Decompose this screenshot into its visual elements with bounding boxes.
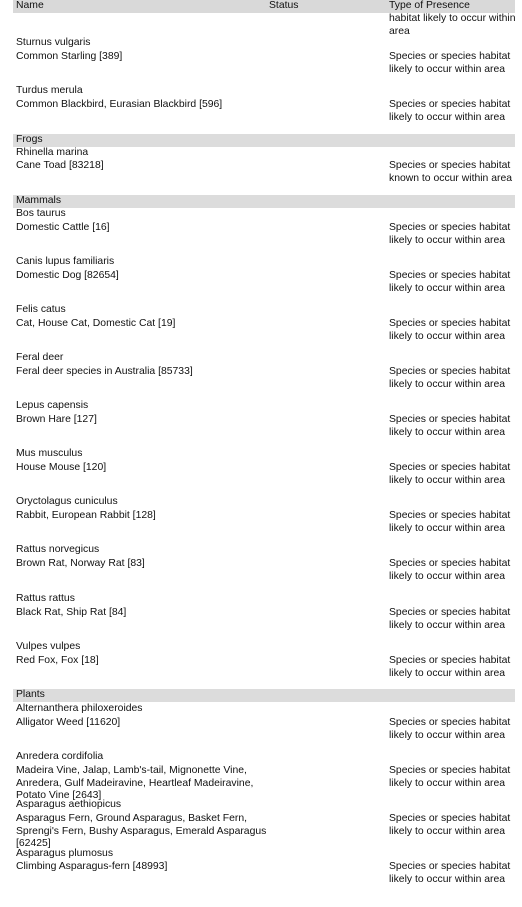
scientific-name: Rattus norvegicus bbox=[16, 544, 100, 555]
presence-line: Species or species habitat bbox=[389, 99, 511, 110]
scientific-name: Feral deer bbox=[16, 352, 64, 363]
scientific-name: Asparagus aethiopicus bbox=[16, 799, 122, 810]
scientific-name: Asparagus plumosus bbox=[16, 848, 114, 859]
presence-line: likely to occur within area bbox=[389, 474, 506, 486]
presence-line: likely to occur within area bbox=[389, 729, 506, 741]
common-name: Feral deer species in Australia [85733] bbox=[16, 366, 193, 377]
scientific-name: Rhinella marina bbox=[16, 147, 89, 158]
presence-line: Species or species habitat bbox=[389, 861, 511, 872]
presence-line: likely to occur within area bbox=[389, 111, 506, 123]
header-status: Status bbox=[269, 0, 299, 11]
common-name: Red Fox, Fox [18] bbox=[16, 655, 99, 666]
presence-line: likely to occur within area bbox=[389, 873, 506, 885]
group-header-frogs bbox=[13, 134, 515, 147]
common-name: Brown Rat, Norway Rat [83] bbox=[16, 558, 145, 569]
presence-line: habitat likely to occur within bbox=[389, 13, 516, 24]
presence-line: likely to occur within area bbox=[389, 667, 506, 679]
scientific-name: Bos taurus bbox=[16, 208, 66, 219]
presence-line: area bbox=[389, 25, 410, 37]
presence-line: Species or species habitat bbox=[389, 51, 511, 62]
common-name: Climbing Asparagus-fern [48993] bbox=[16, 861, 168, 872]
common-name: Brown Hare [127] bbox=[16, 414, 97, 425]
scientific-name: Alternanthera philoxeroides bbox=[16, 703, 143, 714]
presence-line: known to occur within area bbox=[389, 172, 513, 184]
group-header-mammals bbox=[13, 195, 515, 208]
presence-line: likely to occur within area bbox=[389, 825, 506, 837]
group-header-plants bbox=[13, 689, 515, 702]
common-name: Domestic Cattle [16] bbox=[16, 222, 110, 233]
common-name: Domestic Dog [82654] bbox=[16, 270, 119, 281]
presence-line: Species or species habitat bbox=[389, 222, 511, 233]
presence-line: Species or species habitat bbox=[389, 318, 511, 329]
common-name: Black Rat, Ship Rat [84] bbox=[16, 607, 127, 618]
presence-line: Species or species habitat bbox=[389, 655, 511, 666]
presence-line: Species or species habitat bbox=[389, 813, 511, 824]
common-name: Cane Toad [83218] bbox=[16, 160, 104, 171]
presence-line: Species or species habitat bbox=[389, 462, 511, 473]
presence-line: likely to occur within area bbox=[389, 282, 506, 294]
scientific-name: Sturnus vulgaris bbox=[16, 37, 91, 48]
common-name: Common Blackbird, Eurasian Blackbird [596] bbox=[16, 99, 223, 110]
presence-line: Species or species habitat bbox=[389, 717, 511, 728]
common-name: Asparagus Fern, Ground Asparagus, Basket Fern, bbox=[16, 813, 248, 824]
scientific-name: Turdus merula bbox=[16, 85, 83, 96]
presence-line: likely to occur within area bbox=[389, 426, 506, 438]
common-name: Potato Vine [2643] bbox=[16, 790, 102, 801]
presence-line: Species or species habitat bbox=[389, 270, 511, 281]
group-title: Frogs bbox=[16, 134, 43, 145]
common-name: Common Starling [389] bbox=[16, 51, 123, 62]
header-type-of-presence: Type of Presence bbox=[389, 0, 470, 11]
common-name: Alligator Weed [11620] bbox=[16, 717, 121, 728]
presence-line: Species or species habitat bbox=[389, 414, 511, 425]
presence-line: likely to occur within area bbox=[389, 63, 506, 75]
presence-line: Species or species habitat bbox=[389, 160, 511, 171]
scientific-name: Rattus rattus bbox=[16, 593, 75, 604]
scientific-name: Canis lupus familiaris bbox=[16, 256, 115, 267]
group-title: Plants bbox=[16, 689, 45, 700]
header-name: Name bbox=[16, 0, 44, 11]
group-title: Mammals bbox=[16, 195, 62, 206]
scientific-name: Felis catus bbox=[16, 304, 66, 315]
presence-line: likely to occur within area bbox=[389, 570, 506, 582]
presence-line: likely to occur within area bbox=[389, 777, 506, 789]
presence-line: Species or species habitat bbox=[389, 607, 511, 618]
common-name: Madeira Vine, Jalap, Lamb's-tail, Mignonette Vine, bbox=[16, 765, 247, 776]
presence-line: likely to occur within area bbox=[389, 619, 506, 631]
presence-line: likely to occur within area bbox=[389, 522, 506, 534]
presence-line: Species or species habitat bbox=[389, 510, 511, 521]
presence-line: likely to occur within area bbox=[389, 330, 506, 342]
common-name: Rabbit, European Rabbit [128] bbox=[16, 510, 156, 521]
presence-line: Species or species habitat bbox=[389, 558, 511, 569]
scientific-name: Mus musculus bbox=[16, 448, 83, 459]
common-name: House Mouse [120] bbox=[16, 462, 107, 473]
common-name: Cat, House Cat, Domestic Cat [19] bbox=[16, 318, 176, 329]
presence-line: likely to occur within area bbox=[389, 234, 506, 246]
common-name: [62425] bbox=[16, 838, 51, 849]
presence-line: Species or species habitat bbox=[389, 765, 511, 776]
table-header bbox=[13, 0, 515, 13]
common-name: Anredera, Gulf Madeiravine, Heartleaf Madeiravine, bbox=[16, 777, 254, 789]
scientific-name: Lepus capensis bbox=[16, 400, 89, 411]
presence-line: Species or species habitat bbox=[389, 366, 511, 377]
scientific-name: Oryctolagus cuniculus bbox=[16, 496, 118, 507]
common-name: Sprengi's Fern, Bushy Asparagus, Emerald Asparagus bbox=[16, 825, 267, 837]
scientific-name: Vulpes vulpes bbox=[16, 641, 81, 652]
scientific-name: Anredera cordifolia bbox=[16, 751, 104, 762]
presence-line: likely to occur within area bbox=[389, 378, 506, 390]
